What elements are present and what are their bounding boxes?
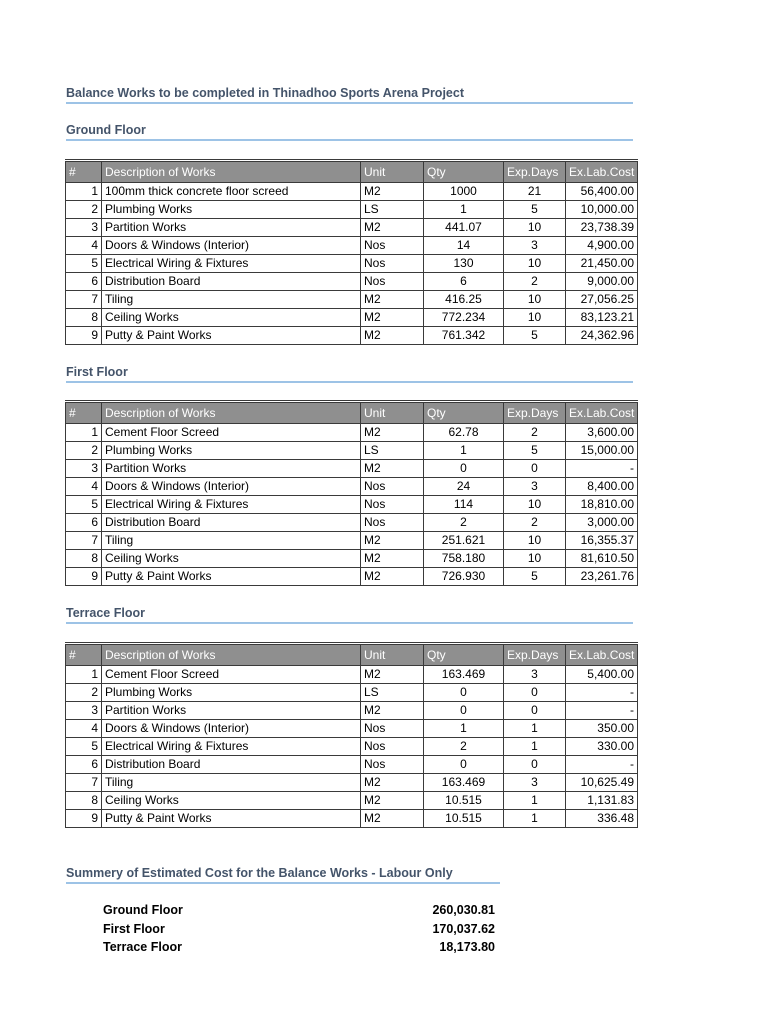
ex-lab-cost-cell: 27,056.25 — [566, 291, 638, 309]
header-description: Description of Works — [102, 402, 361, 424]
table-row — [66, 756, 638, 774]
ex-lab-cost-cell: 24,362.96 — [566, 327, 638, 345]
ex-lab-cost-cell: 83,123.21 — [566, 309, 638, 327]
table-row — [66, 460, 638, 478]
table-header-row — [66, 644, 638, 666]
row-number: 8 — [66, 309, 102, 327]
unit-cell: M2 — [361, 309, 424, 327]
description-cell: Plumbing Works — [102, 684, 361, 702]
header-description: Description of Works — [102, 644, 361, 666]
table-row — [66, 702, 638, 720]
row-number: 5 — [66, 496, 102, 514]
qty-cell: 14 — [424, 237, 504, 255]
qty-cell: 772.234 — [424, 309, 504, 327]
unit-cell: M2 — [361, 568, 424, 586]
unit-cell: LS — [361, 684, 424, 702]
qty-cell: 761.342 — [424, 327, 504, 345]
ex-lab-cost-cell: 3,600.00 — [566, 424, 638, 442]
table-header-row — [66, 161, 638, 183]
header-ex-lab-cost: Ex.Lab.Cost — [566, 644, 638, 666]
qty-cell: 114 — [424, 496, 504, 514]
exp-days-cell: 10 — [504, 219, 566, 237]
section-heading-terrace-floor: Terrace Floor — [66, 606, 633, 624]
unit-cell: M2 — [361, 774, 424, 792]
unit-cell: M2 — [361, 327, 424, 345]
table-row — [66, 291, 638, 309]
unit-cell: M2 — [361, 792, 424, 810]
table-row — [66, 237, 638, 255]
table-row — [66, 666, 638, 684]
qty-cell: 0 — [424, 460, 504, 478]
qty-cell: 416.25 — [424, 291, 504, 309]
unit-cell: M2 — [361, 666, 424, 684]
exp-days-cell: 5 — [504, 568, 566, 586]
table-row — [66, 496, 638, 514]
qty-cell: 758.180 — [424, 550, 504, 568]
header-exp-days: Exp.Days — [504, 644, 566, 666]
row-number: 2 — [66, 442, 102, 460]
description-cell: Doors & Windows (Interior) — [102, 237, 361, 255]
row-number: 5 — [66, 738, 102, 756]
ex-lab-cost-cell: - — [566, 702, 638, 720]
row-number: 9 — [66, 327, 102, 345]
qty-cell: 2 — [424, 514, 504, 532]
exp-days-cell: 10 — [504, 255, 566, 273]
unit-cell: Nos — [361, 255, 424, 273]
header-unit: Unit — [361, 644, 424, 666]
qty-cell: 163.469 — [424, 666, 504, 684]
qty-cell: 6 — [424, 273, 504, 291]
unit-cell: M2 — [361, 460, 424, 478]
unit-cell: M2 — [361, 550, 424, 568]
description-cell: 100mm thick concrete floor screed — [102, 183, 361, 201]
ex-lab-cost-cell: 3,000.00 — [566, 514, 638, 532]
unit-cell: M2 — [361, 532, 424, 550]
table-row — [66, 532, 638, 550]
ex-lab-cost-cell: 16,355.37 — [566, 532, 638, 550]
qty-cell: 163.469 — [424, 774, 504, 792]
table-row — [66, 442, 638, 460]
row-number: 6 — [66, 514, 102, 532]
qty-cell: 1000 — [424, 183, 504, 201]
description-cell: Electrical Wiring & Fixtures — [102, 255, 361, 273]
row-number: 3 — [66, 219, 102, 237]
unit-cell: Nos — [361, 514, 424, 532]
qty-cell: 0 — [424, 702, 504, 720]
description-cell: Putty & Paint Works — [102, 810, 361, 828]
exp-days-cell: 10 — [504, 532, 566, 550]
row-number: 1 — [66, 424, 102, 442]
description-cell: Partition Works — [102, 702, 361, 720]
table-row — [66, 810, 638, 828]
ex-lab-cost-cell: 8,400.00 — [566, 478, 638, 496]
row-number: 6 — [66, 756, 102, 774]
table-row — [66, 738, 638, 756]
summary-value: 170,037.62 — [432, 921, 495, 936]
ex-lab-cost-cell: 330.00 — [566, 738, 638, 756]
exp-days-cell: 3 — [504, 237, 566, 255]
summary-list — [103, 901, 495, 957]
header-number: # — [66, 161, 102, 183]
table-row — [66, 684, 638, 702]
row-number: 7 — [66, 774, 102, 792]
table-row — [66, 255, 638, 273]
summary-label: Terrace Floor — [103, 940, 182, 954]
ex-lab-cost-cell: 4,900.00 — [566, 237, 638, 255]
exp-days-cell: 2 — [504, 273, 566, 291]
exp-days-cell: 3 — [504, 774, 566, 792]
description-cell: Tiling — [102, 291, 361, 309]
row-number: 9 — [66, 810, 102, 828]
unit-cell: Nos — [361, 756, 424, 774]
table-row — [66, 201, 638, 219]
qty-cell: 130 — [424, 255, 504, 273]
ex-lab-cost-cell: 18,810.00 — [566, 496, 638, 514]
unit-cell: Nos — [361, 273, 424, 291]
header-qty: Qty — [424, 161, 504, 183]
ex-lab-cost-cell: 1,131.83 — [566, 792, 638, 810]
description-cell: Doors & Windows (Interior) — [102, 720, 361, 738]
row-number: 4 — [66, 720, 102, 738]
unit-cell: M2 — [361, 810, 424, 828]
row-number: 3 — [66, 460, 102, 478]
summary-value: 18,173.80 — [439, 940, 495, 954]
summary-label: Ground Floor — [103, 903, 183, 917]
summary-row-first-floor — [103, 920, 495, 939]
unit-cell: M2 — [361, 183, 424, 201]
description-cell: Plumbing Works — [102, 201, 361, 219]
qty-cell: 441.07 — [424, 219, 504, 237]
row-number: 1 — [66, 666, 102, 684]
table-row — [66, 514, 638, 532]
row-number: 8 — [66, 792, 102, 810]
row-number: 1 — [66, 183, 102, 201]
summary-heading: Summery of Estimated Cost for the Balance Works - Labour Only — [66, 866, 500, 884]
table-row — [66, 219, 638, 237]
first-floor-table — [65, 400, 638, 586]
exp-days-cell: 1 — [504, 738, 566, 756]
ex-lab-cost-cell: 10,625.49 — [566, 774, 638, 792]
exp-days-cell: 1 — [504, 810, 566, 828]
ex-lab-cost-cell: 21,450.00 — [566, 255, 638, 273]
ex-lab-cost-cell: 350.00 — [566, 720, 638, 738]
row-number: 6 — [66, 273, 102, 291]
qty-cell: 1 — [424, 442, 504, 460]
table-row — [66, 424, 638, 442]
table-row — [66, 309, 638, 327]
description-cell: Distribution Board — [102, 514, 361, 532]
exp-days-cell: 5 — [504, 442, 566, 460]
exp-days-cell: 21 — [504, 183, 566, 201]
exp-days-cell: 0 — [504, 460, 566, 478]
row-number: 3 — [66, 702, 102, 720]
qty-cell: 10.515 — [424, 792, 504, 810]
unit-cell: M2 — [361, 291, 424, 309]
exp-days-cell: 5 — [504, 327, 566, 345]
row-number: 7 — [66, 532, 102, 550]
exp-days-cell: 10 — [504, 291, 566, 309]
table-row — [66, 327, 638, 345]
row-number: 2 — [66, 201, 102, 219]
qty-cell: 2 — [424, 738, 504, 756]
table-header-row — [66, 402, 638, 424]
table-row — [66, 550, 638, 568]
exp-days-cell: 2 — [504, 424, 566, 442]
ex-lab-cost-cell: - — [566, 684, 638, 702]
ex-lab-cost-cell: - — [566, 756, 638, 774]
qty-cell: 24 — [424, 478, 504, 496]
header-unit: Unit — [361, 402, 424, 424]
header-number: # — [66, 644, 102, 666]
description-cell: Ceiling Works — [102, 792, 361, 810]
exp-days-cell: 2 — [504, 514, 566, 532]
description-cell: Putty & Paint Works — [102, 327, 361, 345]
exp-days-cell: 0 — [504, 684, 566, 702]
description-cell: Partition Works — [102, 460, 361, 478]
summary-row-terrace-floor — [103, 938, 495, 957]
unit-cell: M2 — [361, 702, 424, 720]
header-unit: Unit — [361, 161, 424, 183]
unit-cell: Nos — [361, 496, 424, 514]
unit-cell: Nos — [361, 720, 424, 738]
row-number: 5 — [66, 255, 102, 273]
description-cell: Cement Floor Screed — [102, 424, 361, 442]
exp-days-cell: 10 — [504, 496, 566, 514]
summary-row-ground-floor — [103, 901, 495, 920]
description-cell: Ceiling Works — [102, 309, 361, 327]
header-ex-lab-cost: Ex.Lab.Cost — [566, 402, 638, 424]
table-row — [66, 774, 638, 792]
qty-cell: 0 — [424, 756, 504, 774]
header-ex-lab-cost: Ex.Lab.Cost — [566, 161, 638, 183]
terrace-floor-table — [65, 642, 638, 828]
description-cell: Electrical Wiring & Fixtures — [102, 496, 361, 514]
description-cell: Tiling — [102, 532, 361, 550]
exp-days-cell: 1 — [504, 792, 566, 810]
unit-cell: M2 — [361, 424, 424, 442]
row-number: 4 — [66, 237, 102, 255]
page-title: Balance Works to be completed in Thinadhoo Sports Arena Project — [66, 86, 633, 104]
exp-days-cell: 1 — [504, 720, 566, 738]
description-cell: Electrical Wiring & Fixtures — [102, 738, 361, 756]
unit-cell: LS — [361, 442, 424, 460]
unit-cell: Nos — [361, 237, 424, 255]
unit-cell: Nos — [361, 478, 424, 496]
description-cell: Distribution Board — [102, 756, 361, 774]
ex-lab-cost-cell: 81,610.50 — [566, 550, 638, 568]
description-cell: Cement Floor Screed — [102, 666, 361, 684]
table-row — [66, 183, 638, 201]
row-number: 8 — [66, 550, 102, 568]
unit-cell: LS — [361, 201, 424, 219]
table-row — [66, 478, 638, 496]
header-qty: Qty — [424, 402, 504, 424]
description-cell: Tiling — [102, 774, 361, 792]
exp-days-cell: 10 — [504, 309, 566, 327]
header-description: Description of Works — [102, 161, 361, 183]
table-row — [66, 720, 638, 738]
row-number: 7 — [66, 291, 102, 309]
summary-value: 260,030.81 — [432, 903, 495, 917]
exp-days-cell: 0 — [504, 756, 566, 774]
summary-label: First Floor — [103, 921, 165, 936]
table-row — [66, 792, 638, 810]
section-heading-ground-floor: Ground Floor — [66, 123, 633, 141]
qty-cell: 251.621 — [424, 532, 504, 550]
qty-cell: 726.930 — [424, 568, 504, 586]
ex-lab-cost-cell: 336.48 — [566, 810, 638, 828]
description-cell: Ceiling Works — [102, 550, 361, 568]
header-exp-days: Exp.Days — [504, 402, 566, 424]
ex-lab-cost-cell: 23,738.39 — [566, 219, 638, 237]
qty-cell: 1 — [424, 201, 504, 219]
ex-lab-cost-cell: - — [566, 460, 638, 478]
row-number: 4 — [66, 478, 102, 496]
qty-cell: 1 — [424, 720, 504, 738]
exp-days-cell: 5 — [504, 201, 566, 219]
header-number: # — [66, 402, 102, 424]
exp-days-cell: 3 — [504, 478, 566, 496]
ground-floor-table — [65, 159, 638, 345]
section-heading-first-floor: First Floor — [66, 365, 633, 383]
exp-days-cell: 3 — [504, 666, 566, 684]
header-exp-days: Exp.Days — [504, 161, 566, 183]
qty-cell: 62.78 — [424, 424, 504, 442]
table-row — [66, 273, 638, 291]
ex-lab-cost-cell: 15,000.00 — [566, 442, 638, 460]
description-cell: Doors & Windows (Interior) — [102, 478, 361, 496]
qty-cell: 0 — [424, 684, 504, 702]
exp-days-cell: 0 — [504, 702, 566, 720]
description-cell: Distribution Board — [102, 273, 361, 291]
qty-cell: 10.515 — [424, 810, 504, 828]
table-row — [66, 568, 638, 586]
description-cell: Putty & Paint Works — [102, 568, 361, 586]
ex-lab-cost-cell: 5,400.00 — [566, 666, 638, 684]
row-number: 2 — [66, 684, 102, 702]
description-cell: Plumbing Works — [102, 442, 361, 460]
unit-cell: Nos — [361, 738, 424, 756]
ex-lab-cost-cell: 9,000.00 — [566, 273, 638, 291]
header-qty: Qty — [424, 644, 504, 666]
ex-lab-cost-cell: 10,000.00 — [566, 201, 638, 219]
ex-lab-cost-cell: 56,400.00 — [566, 183, 638, 201]
exp-days-cell: 10 — [504, 550, 566, 568]
unit-cell: M2 — [361, 219, 424, 237]
ex-lab-cost-cell: 23,261.76 — [566, 568, 638, 586]
row-number: 9 — [66, 568, 102, 586]
description-cell: Partition Works — [102, 219, 361, 237]
